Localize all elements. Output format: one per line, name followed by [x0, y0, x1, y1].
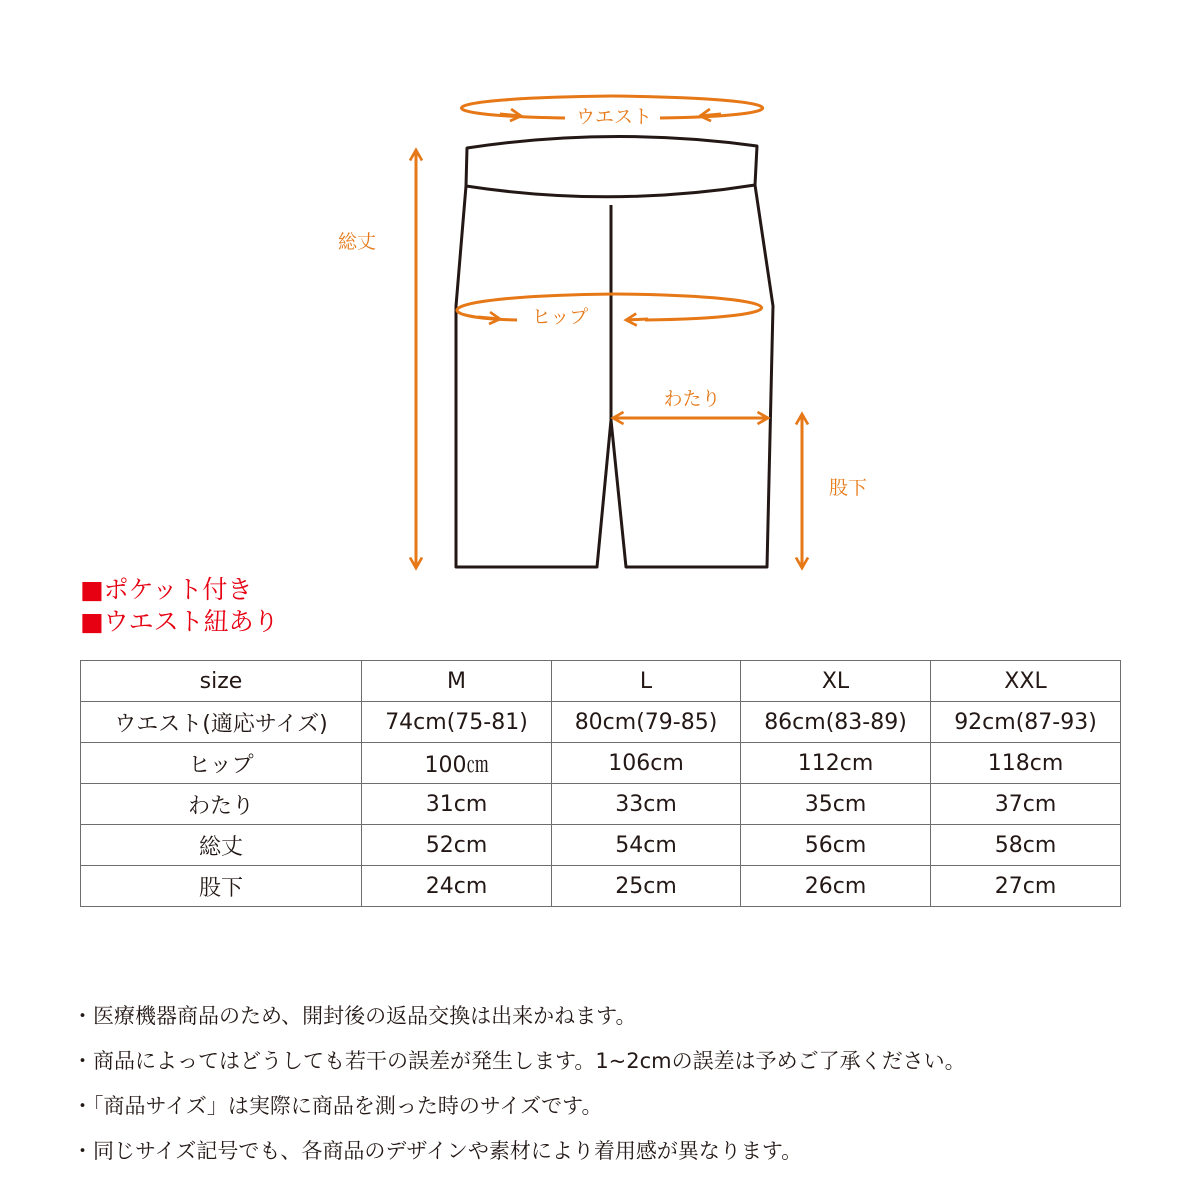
waist-arrow-left: [700, 114, 721, 116]
waist-arrow-right: [500, 114, 521, 116]
table-cell: わたり: [81, 784, 362, 825]
table-cell: 31cm: [362, 784, 552, 825]
table-cell: ヒップ: [81, 743, 362, 784]
size-table: [80, 660, 1121, 907]
shorts-body: [456, 185, 773, 567]
waistband: [466, 136, 757, 196]
total-length-label: 総丈: [337, 231, 377, 253]
hip-arrow-left: [626, 319, 648, 320]
table-cell: 86cm(83-89): [741, 702, 931, 743]
table-cell: 52cm: [362, 825, 552, 866]
table-cell: 33cm: [552, 784, 741, 825]
feature-list: [80, 574, 279, 638]
table-row-length: [81, 825, 1121, 866]
table-header-cell: M: [362, 661, 552, 702]
table-cell: 118cm: [931, 743, 1121, 784]
note-item: ・「商品サイズ」は実際に商品を測った時のサイズです。: [72, 1094, 603, 1118]
feature-waist-string: ■ウエスト紐あり: [80, 607, 279, 636]
hip-measure: [457, 294, 762, 320]
table-cell: 24cm: [362, 866, 552, 907]
table-header-cell: XXL: [931, 661, 1121, 702]
notes-list: [72, 998, 1182, 1178]
hip-ellipse: [457, 294, 762, 320]
note-item: ・商品によってはどうしても若干の誤差が発生します。1~2cmの誤差は予めご了承ください。: [72, 1049, 966, 1073]
table-cell: 112cm: [741, 743, 931, 784]
waist-label: ウエスト: [575, 106, 653, 128]
table-cell: 100㎝: [362, 743, 552, 784]
table-cell: 58cm: [931, 825, 1121, 866]
feature-pocket: ■ポケット付き: [80, 575, 253, 604]
table-cell: 26cm: [741, 866, 931, 907]
hip-arrow-right: [478, 317, 500, 319]
table-cell: ウエスト(適応サイズ): [81, 702, 362, 743]
table-cell: 80cm(79-85): [552, 702, 741, 743]
table-row-inseam: [81, 866, 1121, 907]
shorts-outline: [456, 136, 773, 567]
table-cell: 35cm: [741, 784, 931, 825]
table-cell: 総丈: [81, 825, 362, 866]
table-cell: 74cm(75-81): [362, 702, 552, 743]
table-cell: 25cm: [552, 866, 741, 907]
table-cell: 54cm: [552, 825, 741, 866]
table-cell: 27cm: [931, 866, 1121, 907]
table-header-cell: XL: [741, 661, 931, 702]
table-row-thigh: [81, 784, 1121, 825]
inseam-label: 股下: [828, 477, 868, 499]
table-header-row: [81, 661, 1121, 702]
table-cell: 37cm: [931, 784, 1121, 825]
table-cell: 56cm: [741, 825, 931, 866]
table-cell: 92cm(87-93): [931, 702, 1121, 743]
thigh-label: わたり: [663, 388, 721, 410]
note-item: ・医療機器商品のため、開封後の返品交換は出来かねます。: [72, 1004, 637, 1028]
table-row-waist: [81, 702, 1121, 743]
table-row-hip: [81, 743, 1121, 784]
table-header-cell: size: [81, 661, 362, 702]
table-cell: 106cm: [552, 743, 741, 784]
hip-label: ヒップ: [531, 306, 589, 328]
note-item: ・同じサイズ記号でも、各商品のデザインや素材により着用感が異なります。: [72, 1139, 803, 1163]
table-cell: 股下: [81, 866, 362, 907]
table-header-cell: L: [552, 661, 741, 702]
